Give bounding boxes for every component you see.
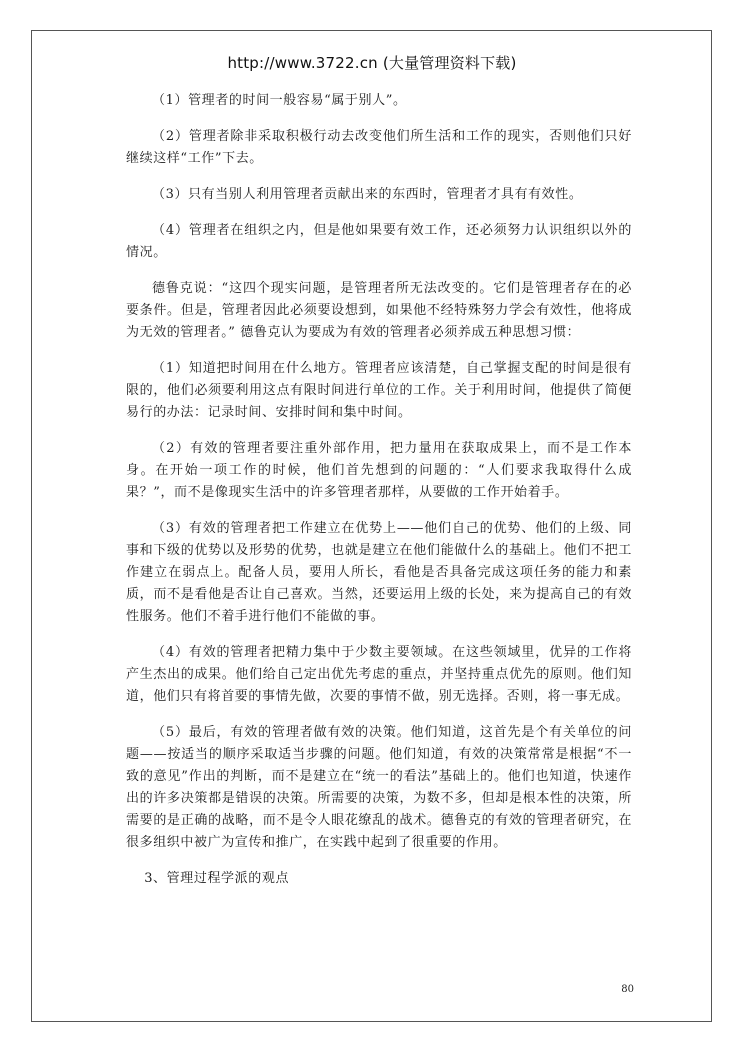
header-url[interactable]: http://www.3722.cn (大量管理资料下载) (227, 54, 517, 72)
page-number: 80 (621, 984, 634, 995)
paragraph-4: （4）管理者在组织之内，但是他如果要有效工作，还必须努力认识组织以外的情况。 (126, 223, 632, 260)
paragraph-8: （3）有效的管理者把工作建立在优势上——他们自己的优势、他们的上级、同事和下级的优势以及形势的优势，也就是建立在他们能做什么的基础上。他们不把工作建立在弱点上。配备人员，要用人所长，看他是否具备完成这项任务的能力和素质，而不是看他是否让自己喜欢。当然，还要运用上级的长处，来为提高自己的有效性服务。他们不着手进行他们不能做的事。 (126, 521, 632, 624)
paragraph-1: （1）管理者的时间一般容易“属于别人”。 (152, 93, 407, 108)
paragraph-5: 德鲁克说：“这四个现实问题，是管理者所无法改变的。它们是管理者存在的必要条件。但是，管理者因此必须要设想到，如果他不经特殊努力学会有效性，他将成为无效的管理者。” 德鲁克认为要成为有效的管理者必须养成五种思想习惯： (126, 281, 632, 340)
paragraph-6: （1）知道把时间用在什么地方。管理者应该清楚，自己掌握支配的时间是很有限的，他们必须要利用这点有限时间进行单位的工作。关于利用时间，他提供了简便易行的办法：记录时间、安排时间和集中时间。 (126, 361, 632, 420)
paragraph-10: （5）最后，有效的管理者做有效的决策。他们知道，这首先是个有关单位的问题——按适当的顺序采取适当步骤的问题。他们知道，有效的决策常常是根据“不一致的意见”作出的判断，而不是建立在“统一的看法”基础上的。他们也知道，快速作出的许多决策都是错误的决策。所需要的决策，为数不多，但却是根本性的决策，所需要的是正确的战略，而不是令人眼花缭乱的战术。德鲁克的有效的管理者研究，在很多组织中被广为宣传和推广，在实践中起到了很重要的作用。 (126, 725, 632, 850)
section-title: 3、管理过程学派的观点 (144, 871, 290, 886)
main-content (126, 90, 632, 890)
paragraph-3: （3）只有当别人利用管理者贡献出来的东西时，管理者才具有有效性。 (152, 187, 583, 202)
paragraph-7: （2）有效的管理者要注重外部作用，把力量用在获取成果上，而不是工作本身。在开始一项工作的时候，他们首先想到的问题的：“人们要求我取得什么成果？”，而不是像现实生活中的许多管理者那样，从要做的工作开始着手。 (126, 441, 632, 500)
paragraph-2: （2）管理者除非采取积极行动去改变他们所生活和工作的现实，否则他们只好继续这样“工作”下去。 (126, 129, 632, 166)
paragraph-9: （4）有效的管理者把精力集中于少数主要领域。在这些领域里，优异的工作将产生杰出的成果。他们给自己定出优先考虑的重点，并坚持重点优先的原则。他们知道，他们只有将首要的事情先做，次要的事情不做，别无选择。否则，将一事无成。 (126, 645, 632, 704)
